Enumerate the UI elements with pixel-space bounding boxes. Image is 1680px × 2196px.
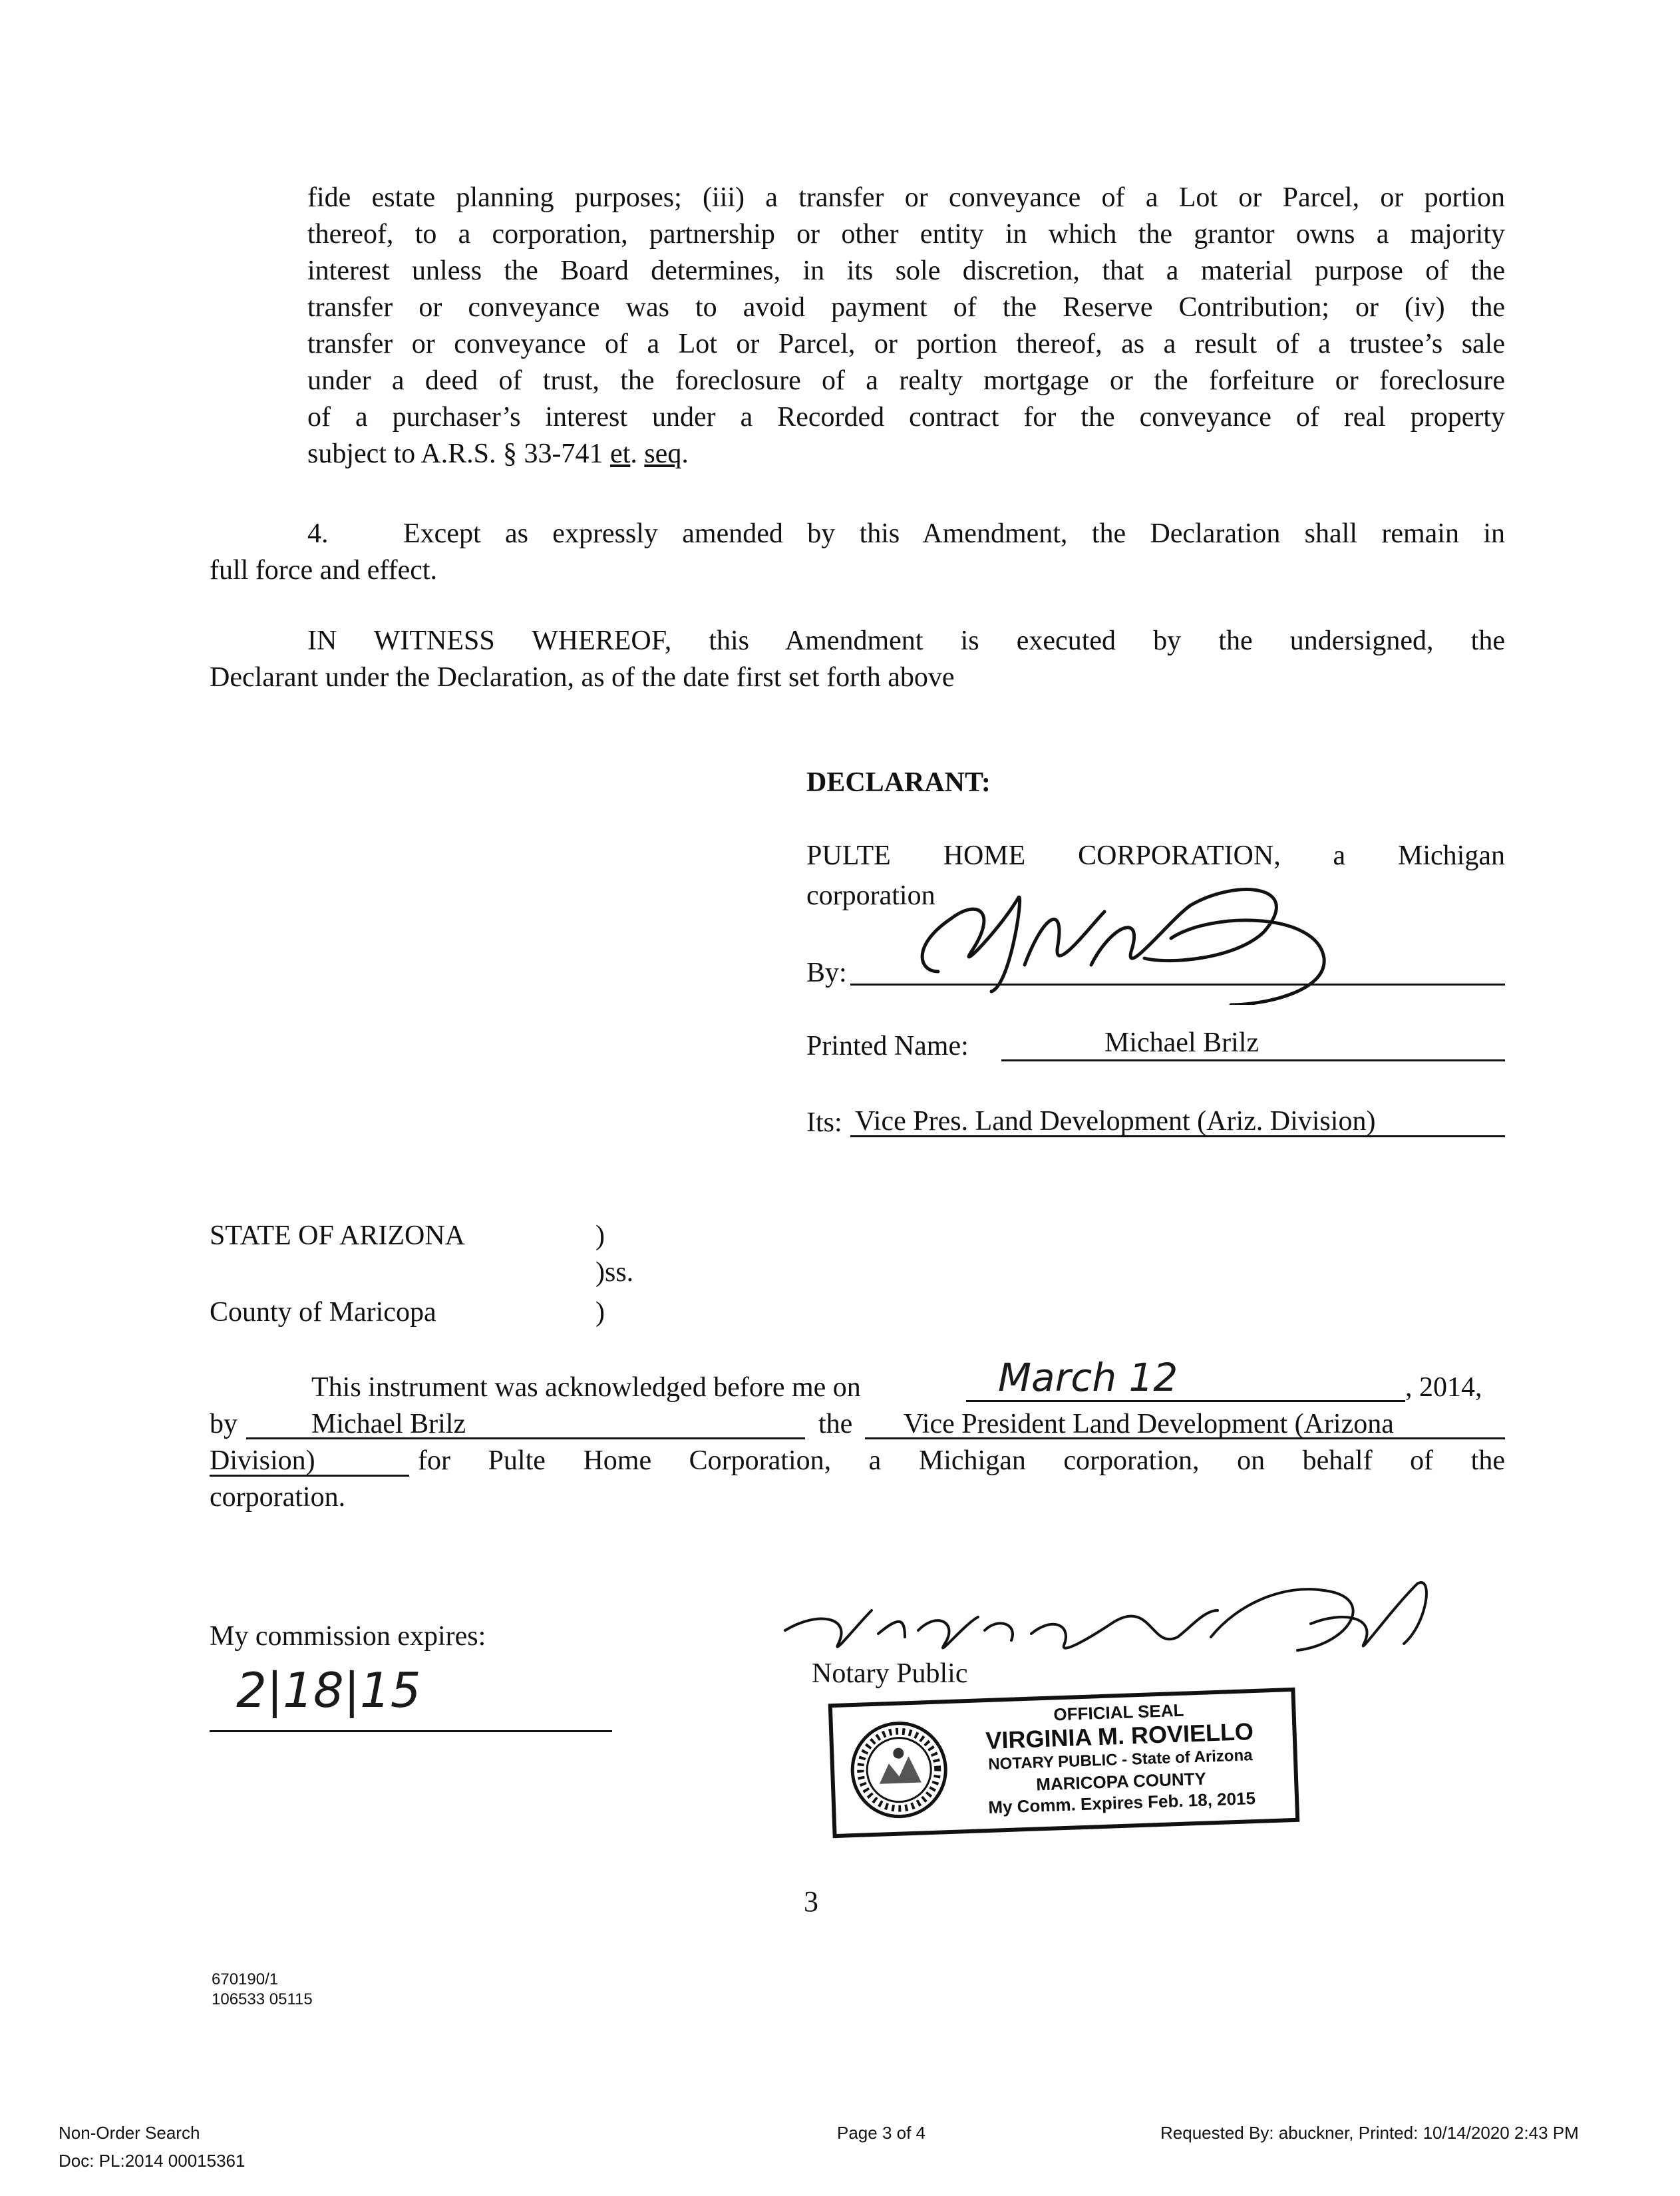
ack-title-part-1: Vice President Land Development (Arizona: [904, 1409, 1394, 1439]
seq-text: seq: [644, 439, 682, 469]
commission-label: My commission expires:: [210, 1621, 486, 1652]
venue-paren-top: ): [595, 1220, 605, 1251]
footer-right: Requested By: abuckner, Printed: 10/14/2020 2:43 PM: [1160, 2123, 1579, 2143]
arizona-state-seal-icon: [848, 1718, 951, 1821]
notary-seal-stamp: [828, 1688, 1300, 1838]
ack-year: , 2014,: [1405, 1372, 1482, 1403]
paragraph-1-line: fide estate planning purposes; (iii) a transfer or conveyance of a Lot or Parcel, or portion: [307, 182, 1505, 213]
footer-left-1: Non-Order Search: [59, 2123, 200, 2143]
paragraph-1-line: under a deed of trust, the foreclosure of a realty mortgage or the forfeiture or foreclosure: [307, 365, 1505, 396]
venue-ss: )ss.: [595, 1257, 634, 1288]
ack-date-line: [966, 1400, 1405, 1402]
paragraph-1-line: transfer or conveyance of a Lot or Parcel, or portion thereof, as a result of a trustee’s sale: [307, 329, 1505, 359]
witness-line-2: Declarant under the Declaration, as of the date first set forth above: [210, 662, 955, 693]
paragraph-4-line-1: Except as expressly amended by this Amendment, the Declaration shall remain in: [403, 518, 1505, 549]
signature-michael-brilz-icon: [892, 872, 1357, 1005]
dot-text: .: [630, 439, 645, 469]
page-number: 3: [804, 1885, 818, 1918]
statute-reference: subject to A.R.S. § 33-741: [307, 439, 611, 469]
notary-public-label: Notary Public: [812, 1658, 968, 1689]
paragraph-1-line: thereof, to a corporation, partnership or other entity in which the grantor owns a majority: [307, 219, 1505, 250]
by-label: By:: [806, 958, 847, 988]
ack-date-handwritten: March 12: [998, 1355, 1178, 1400]
witness-line-1: IN WITNESS WHEREOF, this Amendment is executed by the undersigned, the: [307, 626, 1505, 656]
company-line-2: corporation: [806, 880, 935, 911]
ack-line-2-rest: for Pulte Home Corporation, a Michigan corporation, on behalf of the: [418, 1445, 1505, 1476]
paragraph-1-line: of a purchaser’s interest under a Recorded contract for the conveyance of real property: [307, 402, 1505, 433]
commission-date-handwritten: 2|18|15: [236, 1662, 421, 1718]
ack-name: Michael Brilz: [311, 1409, 466, 1439]
seal-line-3: NOTARY PUBLIC - State of Arizona: [987, 1746, 1253, 1773]
its-value: Vice Pres. Land Development (Ariz. Division): [855, 1106, 1376, 1137]
ack-the-label: the: [818, 1409, 853, 1439]
et-text: et: [610, 439, 631, 469]
seal-line-4: MARICOPA COUNTY: [1035, 1768, 1207, 1795]
seal-line-5: My Comm. Expires Feb. 18, 2015: [987, 1787, 1256, 1817]
footer-center: Page 3 of 4: [837, 2123, 925, 2143]
paragraph-4-line-2: full force and effect.: [210, 555, 438, 586]
doc-code-2: 106533 05115: [212, 1990, 313, 2008]
paragraph-1-line: interest unless the Board determines, in its sole discretion, that a material purpose of the: [307, 256, 1505, 286]
venue-state: STATE OF ARIZONA: [210, 1220, 465, 1251]
dot-text: .: [681, 439, 689, 469]
its-label: Its:: [806, 1107, 842, 1138]
commission-date-line: [210, 1730, 612, 1732]
seal-line-1: OFFICIAL SEAL: [1053, 1700, 1184, 1725]
paragraph-4-number: 4.: [307, 518, 329, 549]
paragraph-1-last-line: [307, 436, 1505, 472]
footer-left-2: Doc: PL:2014 00015361: [59, 2151, 246, 2171]
printed-name-label: Printed Name:: [806, 1031, 969, 1061]
doc-code-1: 670190/1: [212, 1970, 279, 1988]
ack-title-part-2: Division): [210, 1445, 315, 1476]
ack-by-label: by: [210, 1409, 238, 1439]
printed-name-value: Michael Brilz: [1104, 1027, 1260, 1058]
seal-text: [952, 1696, 1289, 1819]
ack-line-3: corporation.: [210, 1482, 346, 1513]
paragraph-1: [307, 180, 1505, 472]
declarant-heading: DECLARANT:: [806, 767, 991, 798]
seal-line-2: VIRGINIA M. ROVIELLO: [985, 1718, 1254, 1755]
venue-paren-bottom: ): [595, 1297, 605, 1328]
paragraph-1-line: transfer or conveyance was to avoid payment of the Reserve Contribution; or (iv) the: [307, 292, 1505, 323]
company-line-1: PULTE HOME CORPORATION, a Michigan: [806, 840, 1505, 871]
venue-county: County of Maricopa: [210, 1297, 436, 1328]
ack-prefix: This instrument was acknowledged before me on: [311, 1372, 861, 1403]
